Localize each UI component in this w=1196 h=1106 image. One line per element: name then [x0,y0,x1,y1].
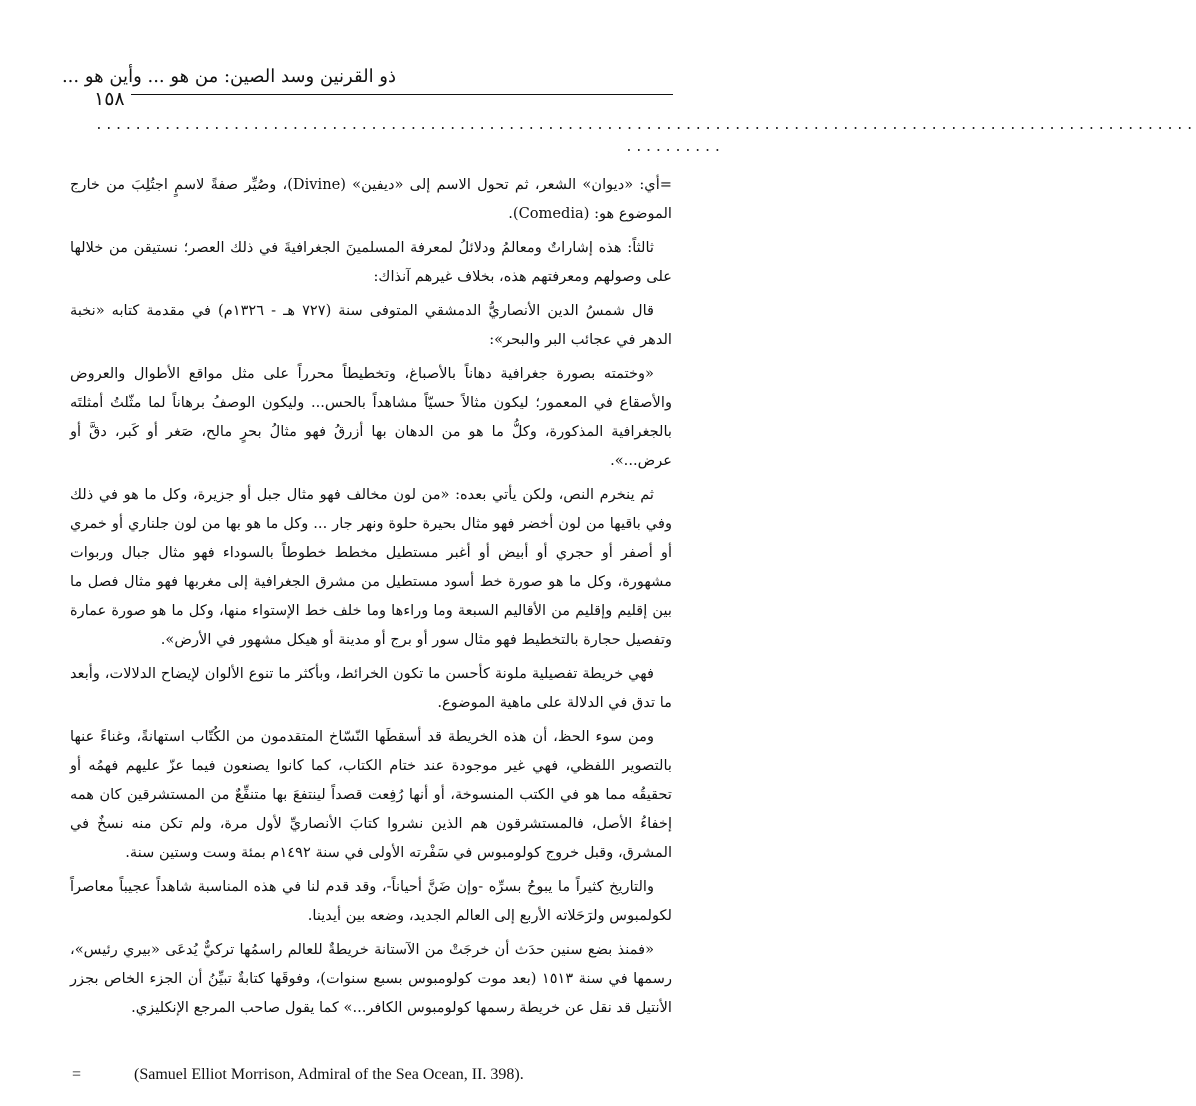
paragraph: =أي: «ديوان» الشعر، ثم تحول الاسم إلى «ديفين» (Divine)، وصُيِّر صفةً لاسمٍ اجتُلِبَ من خارج الموضوع هو: (Comedia). [70,176,672,222]
paragraph: ثالثاً: هذه إشاراتٌ ومعالمُ ودلائلُ لمعرفة المسلمينَ الجغرافيةَ في ذلك العصر؛ نستيقن من خلالها على وصولهم ومعرفتهم هذه، بخلاف غيرهم آنذاك: [70,239,672,285]
footnote [72,1066,572,1084]
paragraph: ومن سوء الحظ، أن هذه الخريطة قد أسقطَها النّسّاخ المتقدمون من الكُتّاب استهانةً، وغناءً عنها بالتصوير اللفظي، فهي غير موجودة عند ختام الكتاب، كما كانوا يصنعون فيما عزّ عليهم فهمُه أو تحقيقُه مما هو في الكتب المنسوخة، أو أنها رُفِعت قصداً لينتفعَ بها متنفِّعٌ من المستشرقين كان همه إخفاءُ الأصل، فالمستشرقون هم الذين نشروا كتابَ الأنصاريِّ لأول مرة، ولم تكن منه نسخٌ في المشرق، وقبل خروج كولومبوس في سَفْرته الأولى في سنة ١٤٩٢م بمئة وست وستين سنة. [70,728,672,861]
dotted-separator: ................................................................................................................ [95,118,1196,133]
paragraph: فهي خريطة تفصيلية ملونة كأحسن ما تكون الخرائط، وبأكثر ما تنوع الألوان لإيضاح الدلالات، وأبعد ما تدق في الدلالة على ماهية الموضوع. [70,665,672,711]
paragraph: «فمنذ بضع سنين حدَث أن خرجَتْ من الآستانة خريطةٌ للعالم راسمُها تركيٌّ يُدعَى «بيري رئيس»، رسمها في سنة ١٥١٣ (بعد موت كولومبوس بسبع سنوات)، وفوقَها كتابةٌ تبيِّنُ أن الجزء الخاص بجزر الأنتيل قد نقل عن خريطة رسمها كولومبوس الكافر...» كما يقول صاحب المرجع الإنكليزي. [70,941,672,1016]
paragraph: ثم ينخرم النص، ولكن يأتي بعده: «من لون مخالف فهو مثال جبل أو جزيرة، وكل ما هو في ذلك وفي باقيها من لون أخضر فهو مثال بحيرة حلوة ونهر جار ... وكل ما هو بها من لون جلناري أو خمري أو أصفر أو حجري أو أبيض أو أغبر مستطيل مخطط خطوطاً بالسوداء فهو مثال جبال وربوات مشهورة، وكل ما هو صورة خط أسود مستطيل من مشرق الجغرافية إلى مغربها فهو مثال فصل ما بين إقليم وإقليم من الأقاليم السبعة وما وراءها وما خلف خط الإستواء منها، وكل ما هو صورة عمارة وتفصيل حجارة بالتخطيط فهو مثال سور أو برج أو مدينة أو هيكل مشهور في الأرض». [70,486,672,648]
dotted-separator-short: .......... [625,140,724,155]
paragraph: قال شمسُ الدين الأنصاريُّ الدمشقي المتوفى سنة (٧٢٧ هـ - ١٣٢٦م) في مقدمة كتابه «نخبة الدهر في عجائب البر والبحر»: [70,302,672,348]
header-rule [95,94,673,95]
footnote-marker: = [72,1066,82,1083]
paragraph: والتاريخ كثيراً ما يبوحُ بسرِّه -وإن ضَنَّ أحياناً-، وقد قدم لنا في هذه المناسبة شاهداً عجيباً معاصراً لكولمبوس ولرَحَلاته الأربع إلى العالم الجديد، وضعه بين أيدينا. [70,878,672,924]
paragraph: «وختمته بصورة جغرافية دهاناً بالأصباغ، وتخطيطاً محرراً على مثل مواقع الأطوال والعروض والأصقاع في المعمور؛ ليكون مثالاً حسيّاً مشاهداً بالحس... وليكون الوصفُ برهاناً لما مثّلتُ أمثلتَه بالجغرافية المذكورة، وكلُّ ما هو من الدهان بها أزرقُ فهو مثالُ بحرٍ مالح، صَغر أو كَبر، دقَّ أو عرض...». [70,365,672,469]
running-title: ذو القرنين وسد الصين: من هو ... وأين هو ... [61,66,396,87]
main-text [70,170,672,1027]
footnote-text: (Samuel Elliot Morrison, Admiral of the Sea Ocean, II. 398). [134,1066,524,1083]
page-number: ١٥٨ [88,88,131,110]
